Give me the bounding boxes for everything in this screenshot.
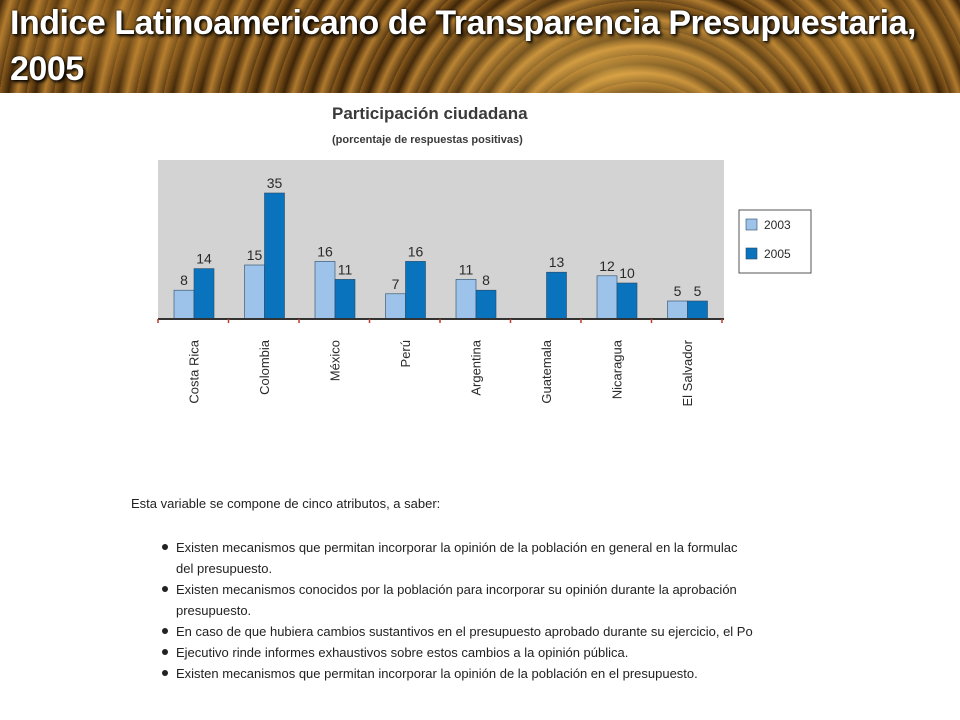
chart-subtitle: (porcentaje de respuestas positivas) — [332, 134, 523, 146]
bar-2003-4 — [456, 279, 476, 319]
plot-area — [158, 160, 724, 319]
legend-label: 2003 — [764, 218, 791, 232]
data-label: 5 — [673, 283, 682, 299]
bullet-icon — [162, 670, 168, 676]
bar-2005-7 — [688, 301, 708, 319]
legend-label: 2005 — [764, 247, 791, 261]
category-label: Costa Rica — [186, 340, 202, 404]
data-label: 16 — [317, 243, 333, 260]
bar-2003-3 — [386, 294, 406, 319]
data-label: 12 — [599, 257, 615, 274]
data-label: 8 — [180, 272, 188, 289]
data-label: 11 — [337, 261, 353, 278]
bar-2005-4 — [476, 290, 496, 319]
data-label: 8 — [482, 272, 490, 289]
description-intro: Esta variable se compone de cinco atributos, a saber: — [131, 496, 441, 511]
data-label: 10 — [619, 265, 635, 281]
attribute-list — [162, 537, 818, 684]
list-item: Existen mecanismos conocidos por la población para incorporar su opinión durante la aprobación presupuesto. — [162, 579, 818, 621]
category-label: México — [327, 340, 343, 382]
bar-2005-0 — [194, 269, 214, 319]
data-label: 14 — [196, 250, 212, 267]
chart-title: Participación ciudadana — [332, 104, 528, 123]
bullet-icon — [162, 544, 168, 550]
bullet-icon — [162, 628, 168, 634]
category-label: Nicaragua — [609, 340, 625, 400]
bar-2003-0 — [174, 290, 194, 319]
data-label: 7 — [391, 275, 400, 292]
data-label: 15 — [246, 247, 263, 263]
data-label: 13 — [548, 254, 565, 271]
bullet-icon — [162, 649, 168, 655]
list-item: Ejecutivo rinde informes exhaustivos sobre estos cambios a la opinión pública. — [162, 642, 818, 663]
bullet-icon — [162, 586, 168, 592]
bar-2005-5 — [547, 272, 567, 319]
legend-swatch-2003 — [746, 219, 757, 230]
bar-2003-2 — [315, 261, 335, 319]
list-item: En caso de que hubiera cambios sustantivos en el presupuesto aprobado durante su ejercicio, el Po — [162, 621, 818, 642]
category-label: El Salvador — [679, 340, 695, 407]
legend-swatch-2005 — [746, 248, 757, 259]
data-label: 16 — [407, 243, 424, 260]
data-label: 11 — [458, 261, 474, 278]
list-item: Existen mecanismos que permitan incorporar la opinión de la población en el presupuesto. — [162, 663, 818, 684]
bar-2005-3 — [406, 261, 426, 319]
data-label: 35 — [266, 175, 283, 191]
bar-2005-2 — [335, 279, 355, 319]
category-label: Argentina — [468, 340, 484, 396]
bar-2003-1 — [245, 265, 265, 319]
bar-2005-6 — [617, 283, 637, 319]
category-label: Perú — [397, 340, 413, 368]
category-label: Colombia — [256, 340, 272, 395]
list-item: Existen mecanismos que permitan incorporar la opinión de la población en general en la formulac del presupuesto. — [162, 537, 818, 579]
page-title: Indice Latinoamericano de Transparencia Presupuestaria, 2005 — [10, 4, 916, 88]
category-label: Guatemala — [538, 340, 554, 404]
bar-2003-6 — [597, 276, 617, 319]
bar-2005-1 — [265, 193, 285, 319]
data-label: 5 — [693, 283, 702, 299]
bar-2003-7 — [668, 301, 688, 319]
